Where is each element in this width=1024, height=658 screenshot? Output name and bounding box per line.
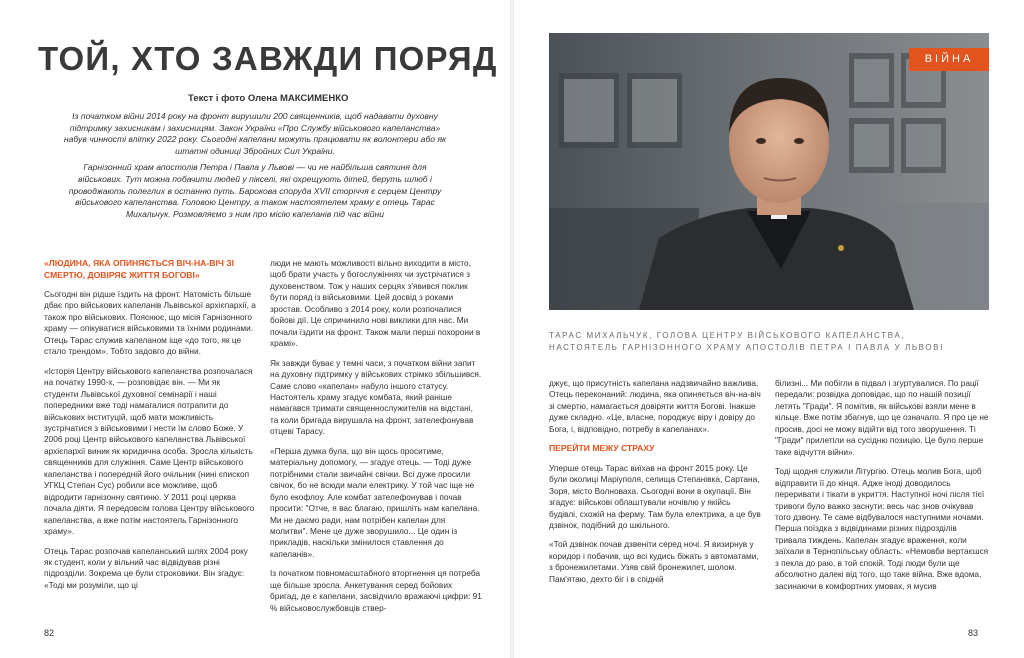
- text-column-2: [270, 258, 482, 622]
- section-tag: ВІЙНА: [909, 48, 989, 71]
- paragraph: джує, що присутність капелана надзвичайно важлива. Отець переконаний: людина, яка опиняється віч-на-віч зі смертю, намагається довіряти життя Богові. Інакше дуже складно. «Це, власне, породжує віру і довіру до Бога, і, відповідно, потребу в капеланах».: [549, 378, 761, 434]
- portrait-photo: [549, 33, 989, 310]
- paragraph: Як завжди буває у темні часи, з початком війни запит на духовну підтримку у військових стрімко збільшився. Саме слово «капелан» набуло іншого статусу. Настоятель храму згадує комбата, який раніше намагався тримати священнослужителів на відстані, та коли бригада вирушала на фронт, зателефонував отцеві Тарасу.: [270, 357, 482, 437]
- page-number-left: 82: [44, 628, 55, 638]
- section-subhead: ПЕРЕЙТИ МЕЖУ СТРАХУ: [549, 443, 655, 454]
- lead-paragraphs: [62, 111, 448, 225]
- paragraph: білизні... Ми побігли в підвал і згуртувалися. По рації передали: розвідка доповідає, що по нашій позиції летять "Гради". Я помітив, як військові взяли мене в кільце. Вже потім збагнув, що це означало. Я про це не просив, досі не можу відійти від того зворушення. Ті "Гради" прилетіли на сусідню позицію. Це було перше таке відчуття війни».: [775, 378, 989, 457]
- page-number-right: 83: [968, 628, 979, 638]
- article-title: ТОЙ, ХТО ЗАВЖДИ ПОРЯД: [38, 40, 498, 77]
- caption-line-1: ТАРАС МИХАЛЬЧУК, ГОЛОВА ЦЕНТРУ ВІЙСЬКОВОГО КАПЕЛАНСТВА,: [549, 331, 906, 340]
- text-column-3: [549, 378, 761, 593]
- paragraph: люди не мають можливості вільно виходити в місто, щоб брати участь у богослужіннях чи зустрічатися з духовенством. Тож у наших серцях з'явився поклик бути поряд із військовими. Цей досвід з роками зростав. Особливо з 2014 року, коли розпочалися бойові дії. Це спричинило нові виклики для нас. Ми почали їздити на фронт. Також мали перші похорони в храмі».: [270, 258, 481, 349]
- paragraph: Уперше отець Тарас виїхав на фронт 2015 року. Це були околиці Маріуполя, селища Степанівка, Сартана, Зоря, місто Волноваха. Сьогодні вони в окупації. Він згадує: військові облаштували ночівлю у якійсь будівлі, схожій на ферму. Там була електрика, а це був дзвінок, подібний до шкільного.: [549, 462, 761, 531]
- lead-paragraph-1: Із початком війни 2014 року на фронт вирушили 200 священників, щоб надавати духовну підтримку захисникам і захисницям. Закон України «Про Службу військового капеланства» набув чинності влітку 2022 року. Сьогодні капелани можуть працювати як волонтери або як штатні одиниці Збройних Сил України.: [63, 111, 447, 156]
- byline-author: МАКСИМЕНКО: [279, 93, 349, 104]
- text-column-4: [775, 378, 989, 600]
- paragraph: Отець Тарас розпочав капеланський шлях 2004 року як студент, коли у вільний час відвідував різні підрозділи. Зокрема це були строковики. Він згадує: «Тоді ми розуміли, що ці: [44, 545, 248, 590]
- page-gutter: [510, 0, 514, 658]
- paragraph: Із початком повномасштабного вторгнення ця потреба ще більше зросла. Анкетування серед бойових бригад, де є капелани, засвідчило вражаючі цифри: 91 % військовослужбовців ствер-: [270, 568, 482, 613]
- photo-caption: [549, 330, 999, 354]
- paragraph: «Історія Центру військового капеланства розпочалася на початку 1990-х, — розповідає він. — Ми як студенти Львівської духовної семінарії і наші попередники вже тоді намагалися потрапити до військових інституцій, щоб мати можливість зустрічатися з військовими і нести їм слово Боже. У 2006 році Центр військового капеланства Львівської архієпархії виник як юридична особа. Зросла кількість священників для служіння. Саме Центр військового капеланства і попередній його очільник (нині єпископ УГКЦ Степан Сус) робили все можливе, щоб відродити гарнізонну святиню. У 2011 році церква почала діяти. Я передовсім голова Центру військового капеланства, а вже потім настоятель Гарнізонного храму».: [44, 365, 255, 537]
- byline-prefix: Текст і фото Олена: [188, 93, 278, 104]
- lead-paragraph-2: Гарнізонний храм апостолів Петра і Павла у Львові — чи не найбільша святиня для військових. Тут можна побачити людей у пікселі, які охрещують дітей, беруть шлюб і проводжають полеглих в останню путь. Барокова споруда XVII сторіччя є серцем Центру військового капеланства. Головою Центру, а також настоятелем храму є отець Тарас Михальчук. Розмовляємо з ним про місію капеланів під час війни: [68, 162, 442, 219]
- paragraph: «Той дзвінок почав дзвеніти серед ночі. Я визирнув у коридор і побачив, що всі кудись біжать з автоматами, з бронежилетами. Узяв свій бронежилет, шолом. Пам'ятаю, дехто біг і в спідній: [549, 539, 759, 584]
- caption-line-2: НАСТОЯТЕЛЬ ГАРНІЗОННОГО ХРАМУ АПОСТОЛІВ ПЕТРА І ПАВЛА У ЛЬВОВІ: [549, 343, 944, 352]
- portrait-illustration: [549, 33, 989, 310]
- section-subhead: «ЛЮДИНА, ЯКА ОПИНЯЄТЬСЯ ВІЧ-НА-ВІЧ ЗІ СМЕРТЮ, ДОВІРЯЄ ЖИТТЯ БОГОВІ»: [44, 258, 235, 280]
- paragraph: «Перша думка була, що він щось проситиме, матеріальну допомогу, — згадує отець. — Тоді дуже потрібними стали звичайні свічки. Всі дуже просили свічок, бо не всюди мали електрику. У той час іще не було екофлоу. Але комбат зателефонував і почав просити: "Отче, я вас благаю, пришліть нам капелана. Ми не даємо ради, нам потрібен капелан для молитви". Мене це дуже зворушило... Це один із прикладів, наскільки змінилося ставлення до капеланів».: [270, 445, 480, 559]
- paragraph: Тоді щодня служили Літургію. Отець молив Бога, щоб відправити її до кінця. Адже іноді доводилось переривати і тікати в укриття. Наступної ночі після тієї тривоги було важко заснути: весь час знов очікував того дзвону. Те саме відбувалося наступними ночами. Перша поїздка з відвідинами різних підрозділів тривала тиждень. Капелан згадує враження, коли заїхали в Тернопільську область: «Немовби вертаєшся з пекла до раю, в той спокій. Тоді люди були ще абсолютно далекі від того, що таке війна. Вже вдома, засинаючи в комфортних умовах, я мусив: [775, 466, 989, 591]
- paragraph: Сьогодні він рідше їздить на фронт. Натомість більше дбає про військових капеланів Львівської архієпархії, а також про військових. Пояснює, що місія Гарнізонного храму — опікуватися військовими та їхніми родинами. Отець Тарас служив капеланом іще «до того, як це стало трендом». Тобто задовго до війни.: [44, 289, 256, 357]
- text-column-1: [44, 258, 256, 599]
- byline: [188, 93, 348, 104]
